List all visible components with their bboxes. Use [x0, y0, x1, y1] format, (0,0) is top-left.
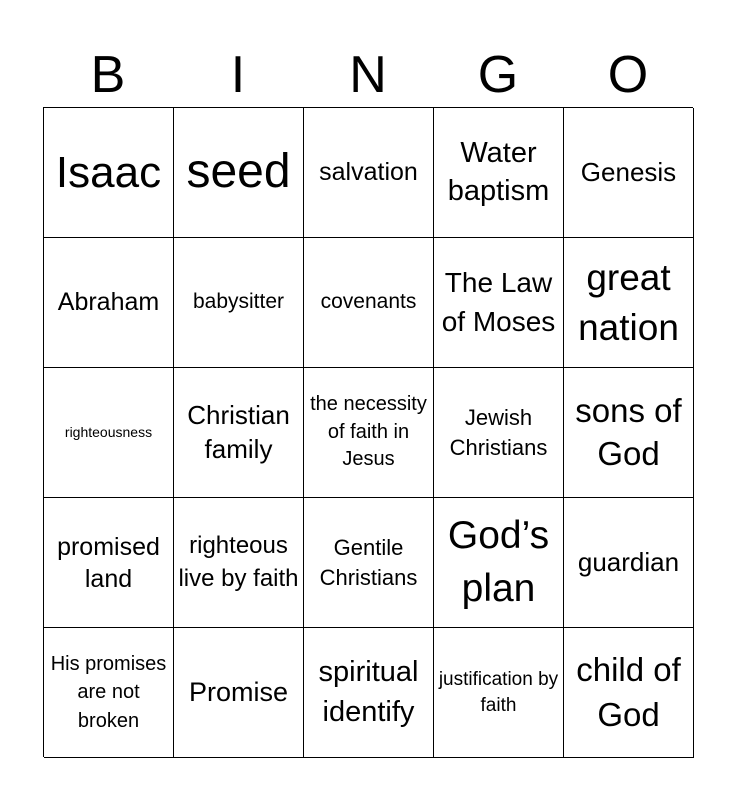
header-letter-g: G	[477, 46, 519, 104]
bingo-cell[interactable]: Promise	[174, 628, 304, 758]
header-letter-n: N	[349, 46, 387, 104]
bingo-cell[interactable]: righteousness	[44, 368, 174, 498]
bingo-cell[interactable]: Gentile Christians	[304, 498, 434, 628]
bingo-cell[interactable]: Christian family	[174, 368, 304, 498]
bingo-cell[interactable]: Jewish Christians	[434, 368, 564, 498]
header-letter-o: O	[607, 46, 649, 104]
bingo-cell[interactable]: The Law of Moses	[434, 238, 564, 368]
bingo-cell[interactable]: covenants	[304, 238, 434, 368]
bingo-grid	[43, 107, 693, 757]
bingo-cell[interactable]: Water baptism	[434, 108, 564, 238]
bingo-cell[interactable]: great nation	[564, 238, 694, 368]
bingo-cell[interactable]: Abraham	[44, 238, 174, 368]
bingo-cell[interactable]: Isaac	[44, 108, 174, 238]
bingo-cell[interactable]: seed	[174, 108, 304, 238]
bingo-cell[interactable]: babysitter	[174, 238, 304, 368]
bingo-cell[interactable]: the necessity of faith in Jesus	[304, 368, 434, 498]
header-letter-b: B	[90, 46, 126, 104]
bingo-cell[interactable]: salvation	[304, 108, 434, 238]
bingo-cell[interactable]: spiritual identify	[304, 628, 434, 758]
bingo-cell[interactable]: God’s plan	[434, 498, 564, 628]
header-letter-i: I	[230, 46, 246, 104]
bingo-cell[interactable]: justification by faith	[434, 628, 564, 758]
bingo-cell[interactable]: righteous live by faith	[174, 498, 304, 628]
bingo-cell[interactable]: child of God	[564, 628, 694, 758]
bingo-cell[interactable]: His promises are not broken	[44, 628, 174, 758]
bingo-cell[interactable]: Genesis	[564, 108, 694, 238]
bingo-cell[interactable]: sons of God	[564, 368, 694, 498]
bingo-header	[43, 44, 693, 106]
bingo-cell[interactable]: promised land	[44, 498, 174, 628]
bingo-cell[interactable]: guardian	[564, 498, 694, 628]
